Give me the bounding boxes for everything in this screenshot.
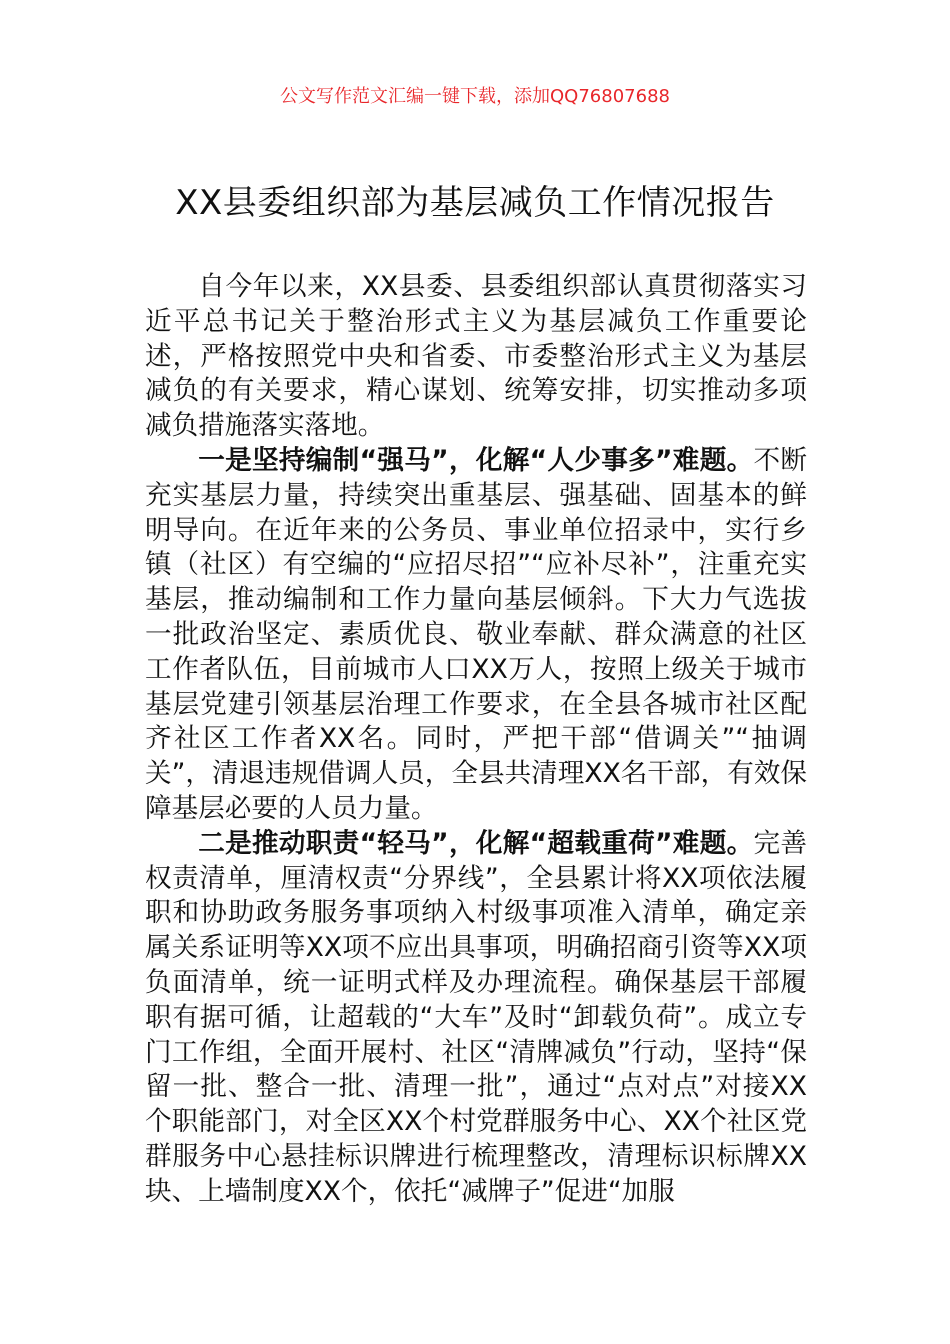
- document-body: [145, 270, 807, 1210]
- paragraph-intro: [145, 270, 807, 444]
- paragraph-section-1: [145, 444, 807, 827]
- paragraph-lead: 一是坚持编制“强马”，化解“人少事多”难题。: [198, 444, 754, 476]
- document-title: XX县委组织部为基层减负工作情况报告: [175, 183, 775, 223]
- paragraph-section-2: [145, 827, 807, 1210]
- paragraph-lead: 二是推动职责“轻马”，化解“超载重荷”难题。: [198, 827, 754, 859]
- paragraph-text: 不断充实基层力量，持续突出重基层、强基础、固基本的鲜明导向。在近年来的公务员、事业单位招录中，实行乡镇（社区）有空编的“应招尽招”“应补尽补”，注重充实基层，推动编制和工作力量向基层倾斜。下大力气选拔一批政治坚定、素质优良、敬业奉献、群众满意的社区工作者队伍，目前城市人口XX万人，按照上级关于城市基层党建引领基层治理工作要求，在全县各城市社区配齐社区工作者XX名。同时，严把干部“借调关”“抽调关”，清退违规借调人员，全县共清理XX名干部，有效保障基层必要的人员力量。: [145, 444, 807, 824]
- download-banner: 公文写作范文汇编一键下载，添加QQ76807688: [280, 86, 670, 107]
- paragraph-text: 完善权责清单，厘清权责“分界线”，全县累计将XX项依法履职和协助政务服务事项纳入村级事项准入清单，确定亲属关系证明等XX项不应出具事项，明确招商引资等XX项负面清单，统一证明式样及办理流程。确保基层干部履职有据可循，让超载的“大车”及时“卸载负荷”。成立专门工作组，全面开展村、社区“清牌减负”行动，坚持“保留一批、整合一批、清理一批”，通过“点对点”对接XX个职能部门，对全区XX个村党群服务中心、XX个社区党群服务中心悬挂标识牌进行梳理整改，清理标识标牌XX块、上墙制度XX个，依托“减牌子”促进“加服: [145, 827, 807, 1207]
- paragraph-text: 自今年以来，XX县委、县委组织部认真贯彻落实习近平总书记关于整治形式主义为基层减负工作重要论述，严格按照党中央和省委、市委整治形式主义为基层减负的有关要求，精心谋划、统筹安排，切实推动多项减负措施落实落地。: [145, 271, 807, 442]
